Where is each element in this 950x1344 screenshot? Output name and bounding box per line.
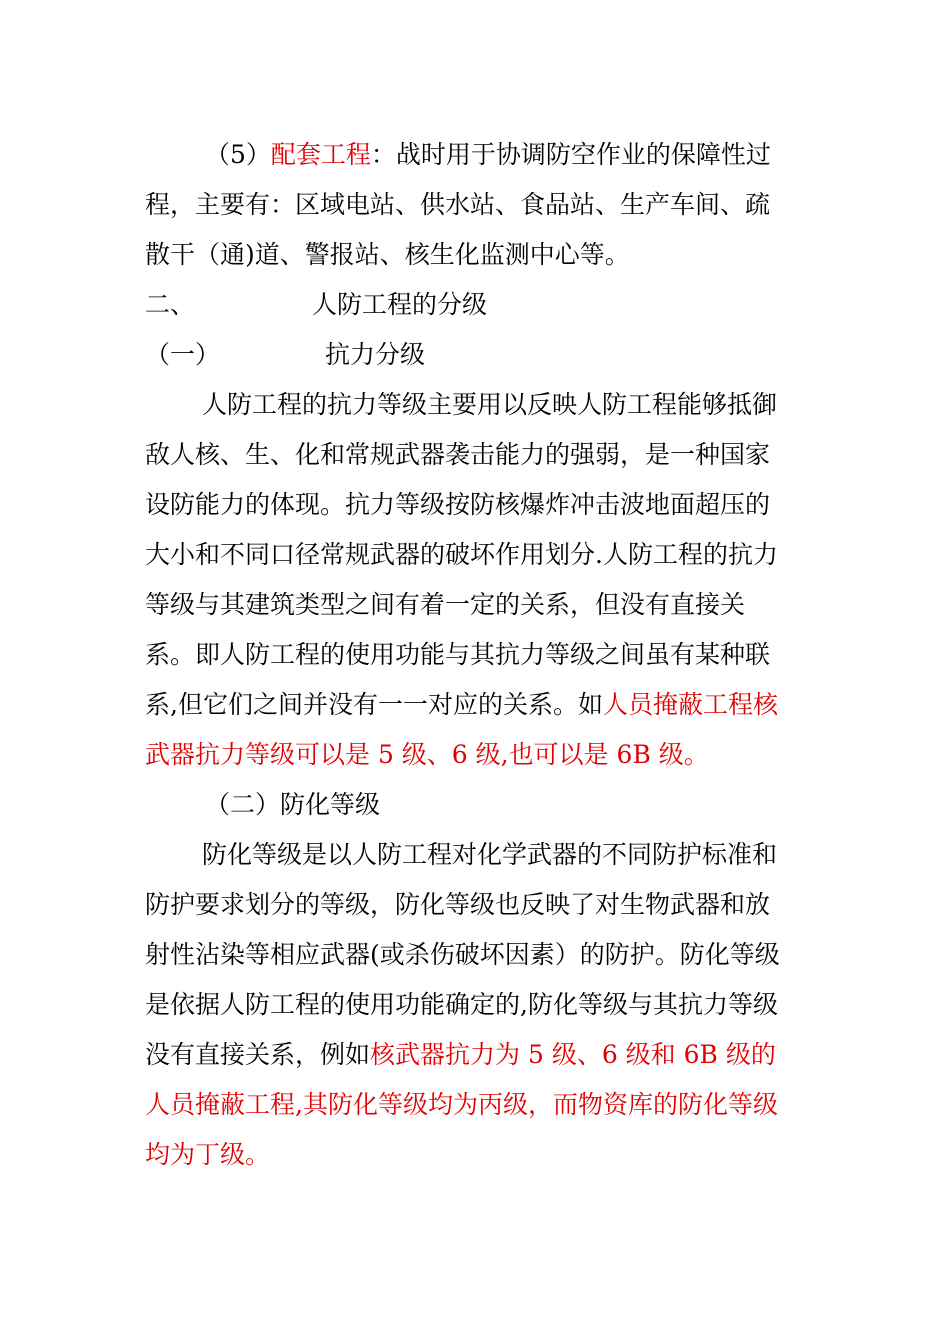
paragraph-3-line-5 xyxy=(145,1038,776,1072)
paragraph-2-line-3: 设防能力的体现。抗力等级按防核爆炸冲击波地面超压的 xyxy=(145,490,771,519)
paragraph-1-line-1 xyxy=(205,138,771,172)
line-text: 没有直接关系，例如 xyxy=(145,1040,371,1069)
paragraph-2-line-5: 等级与其建筑类型之间有着一定的关系，但没有直接关 xyxy=(145,590,746,619)
paragraph-2-line-1: 人防工程的抗力等级主要用以反映人防工程能够抵御 xyxy=(202,390,778,419)
paragraph-1-line-3: 散干（通)道、警报站、核生化监测中心等。 xyxy=(145,240,630,269)
paragraph-3-line-7: 均为丁级。 xyxy=(145,1140,271,1169)
subsection-heading-title: 抗力分级 xyxy=(325,340,426,369)
paragraph-3-line-3: 射性沾染等相应武器(或杀伤破坏因素）的防护。防化等级 xyxy=(145,940,780,969)
paragraph-2-line-8: 武器抗力等级可以是 5 级、6 级,也可以是 6B 级。 xyxy=(145,740,709,769)
paragraph-2-line-2: 敌人核、生、化和常规武器袭击能力的强弱，是一种国家 xyxy=(145,440,771,469)
item-number: （5） xyxy=(205,140,271,169)
paragraph-2-line-4: 大小和不同口径常规武器的破坏作用划分.人防工程的抗力 xyxy=(145,540,778,569)
subsection-heading-2: （二）防化等级 xyxy=(205,790,381,819)
highlight-term: 配套工程 xyxy=(270,140,371,169)
paragraph-3-line-4: 是依据人防工程的使用功能确定的,防化等级与其抗力等级 xyxy=(145,990,778,1019)
section-heading-title: 人防工程的分级 xyxy=(312,290,488,319)
line-text: ：战时用于协调防空作业的保障性过 xyxy=(370,140,771,169)
line-text: 系,但它们之间并没有一一对应的关系。如 xyxy=(145,690,603,719)
highlight-text: 核武器抗力为 5 级、6 级和 6B 级的 xyxy=(370,1040,776,1069)
paragraph-1-line-2: 程，主要有：区域电站、供水站、食品站、生产车间、疏 xyxy=(145,190,771,219)
paragraph-3-line-2: 防护要求划分的等级，防化等级也反映了对生物武器和放 xyxy=(145,890,771,919)
section-heading-number: 二、 xyxy=(145,290,196,319)
paragraph-2-line-6: 系。即人防工程的使用功能与其抗力等级之间虽有某种联 xyxy=(145,640,771,669)
subsection-heading-number: （一） xyxy=(145,340,221,369)
highlight-text: 人员掩蔽工程核 xyxy=(602,690,778,719)
paragraph-2-line-7 xyxy=(145,688,778,722)
paragraph-3-line-6: 人员掩蔽工程,其防化等级均为丙级，而物资库的防化等级 xyxy=(145,1090,778,1119)
paragraph-3-line-1: 防化等级是以人防工程对化学武器的不同防护标准和 xyxy=(202,840,778,869)
